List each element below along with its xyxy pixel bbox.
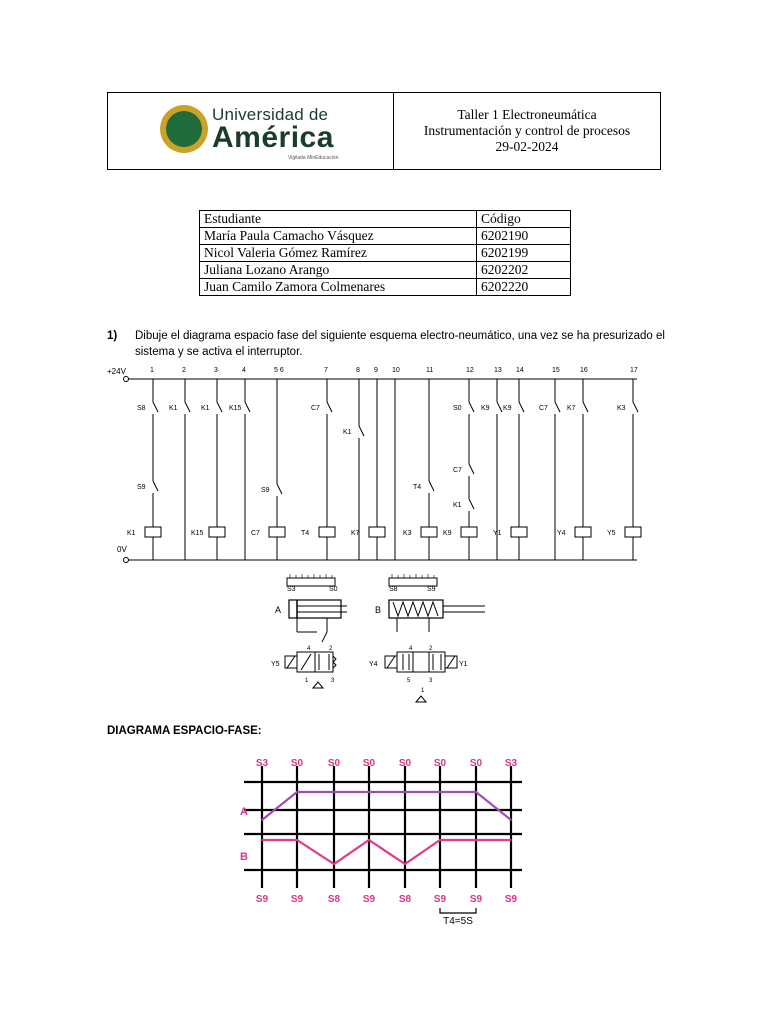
timer-bracket [440, 908, 476, 913]
header-title-line2: Instrumentación y control de procesos [423, 123, 631, 138]
contact-label: K7 [567, 405, 576, 412]
contact-label: K9 [481, 405, 490, 412]
coil-label: Y5 [607, 530, 616, 537]
series-point [404, 791, 406, 793]
series-point [296, 791, 298, 793]
rung-number: 3 [214, 367, 218, 374]
coil-label: K1 [127, 530, 136, 537]
rung-number: 13 [494, 367, 502, 374]
series-point [333, 863, 335, 865]
sensor-label-top: S0 [327, 758, 341, 769]
cylinder-b [375, 574, 485, 632]
contact-label: C7 [311, 405, 320, 412]
contact-label: K1 [343, 429, 352, 436]
solenoid-y4-label: Y4 [369, 661, 378, 668]
table-header-row [200, 211, 571, 228]
rung-number: 1 [150, 367, 154, 374]
series-point [439, 791, 441, 793]
sensor-label-bottom: S9 [469, 894, 483, 905]
sensor-label-bottom: S9 [290, 894, 304, 905]
series-point [296, 839, 298, 841]
contact-label: S9 [137, 484, 146, 491]
sensor-s8-label: S8 [389, 586, 398, 593]
question-text: Dibuje el diagrama espacio fase del siguiente esquema electro-neumático, una vez se ha presurizado el sistema y se activa el interruptor. [135, 330, 665, 358]
contact-label: S0 [453, 405, 462, 412]
series-point [439, 839, 441, 841]
timer-label: T4=5S [443, 916, 473, 927]
port-5-label: 5 [407, 678, 411, 684]
series-line-a [262, 792, 511, 820]
coil [319, 527, 335, 537]
rung-number: 14 [516, 367, 524, 374]
series-point [261, 839, 263, 841]
table-row [200, 245, 571, 262]
header-title [394, 93, 660, 169]
student-code: 6202220 [477, 279, 571, 296]
rung-number: 7 [324, 367, 328, 374]
student-code: 6202199 [477, 245, 571, 262]
table-row [200, 262, 571, 279]
coil-label: Y4 [557, 530, 566, 537]
student-name: María Paula Camacho Vásquez [200, 228, 477, 245]
rung-number: 2 [182, 367, 186, 374]
series-point [368, 791, 370, 793]
series-point [510, 839, 512, 841]
student-name: Juliana Lozano Arango [200, 262, 477, 279]
logo-text-line2: América [212, 121, 334, 154]
solenoid-y1-label: Y1 [459, 661, 468, 668]
sensor-label-top: S0 [398, 758, 412, 769]
sensor-label-bottom: S8 [327, 894, 341, 905]
port-2-label: 2 [329, 646, 333, 652]
sensor-label-top: S0 [433, 758, 447, 769]
coil [269, 527, 285, 537]
logo-cell [108, 93, 394, 169]
column-header-student: Estudiante [200, 211, 477, 228]
sensor-label-bottom: S9 [504, 894, 518, 905]
sensor-label-top: S3 [255, 758, 269, 769]
sensor-s9-label: S9 [427, 586, 436, 593]
rung-number: 15 [552, 367, 560, 374]
series-point [368, 839, 370, 841]
supply-ground-label: 0V [117, 545, 127, 554]
rung-number: 5 6 [274, 367, 284, 374]
coil [209, 527, 225, 537]
sensor-label-top: S0 [362, 758, 376, 769]
contact-label: S9 [261, 487, 270, 494]
cylinder-b-label: B [375, 605, 382, 615]
cylinder-a-label: A [275, 605, 282, 615]
student-code: 6202202 [477, 262, 571, 279]
sensor-s0-label: S0 [329, 586, 338, 593]
coil [145, 527, 161, 537]
logo-text-line1: Universidad de [212, 105, 329, 124]
rung-number: 12 [466, 367, 474, 374]
coil [575, 527, 591, 537]
space-phase-diagram [230, 752, 530, 928]
contact-label: K9 [503, 405, 512, 412]
contact-label: K15 [229, 405, 242, 412]
sensor-label-bottom: S9 [362, 894, 376, 905]
header-date: 29-02-2024 [495, 139, 559, 154]
series-line-b [262, 840, 511, 864]
coil-label: C7 [251, 530, 260, 537]
port-3-label: 3 [429, 678, 433, 684]
question-number: 1) [107, 330, 118, 342]
coil [421, 527, 437, 537]
series-point [261, 819, 263, 821]
coil [369, 527, 385, 537]
solenoid-y5-label: Y5 [271, 661, 280, 668]
sensor-label-bottom: S9 [433, 894, 447, 905]
students-table [199, 210, 571, 296]
contact-label: K1 [453, 502, 462, 509]
sensor-label-bottom: S9 [255, 894, 269, 905]
supply-positive-label: +24V [107, 367, 126, 376]
rung-number: 8 [356, 367, 360, 374]
university-logo-icon [160, 105, 208, 153]
row-label-b: B [240, 851, 248, 863]
question-1 [107, 328, 667, 358]
contact-label: K1 [169, 405, 178, 412]
contact-label: T4 [413, 484, 422, 491]
coil-label: K3 [403, 530, 412, 537]
coil-label: K9 [443, 530, 452, 537]
table-row [200, 279, 571, 296]
contact-label: S8 [137, 405, 146, 412]
table-row [200, 228, 571, 245]
coil-label: K15 [191, 530, 204, 537]
student-name: Nicol Valeria Gómez Ramírez [200, 245, 477, 262]
coil-label: T4 [301, 530, 310, 537]
series-point [475, 791, 477, 793]
electropneumatic-circuit [107, 362, 663, 710]
header-title-line1: Taller 1 Electroneumática [457, 107, 597, 122]
rung-number: 9 [374, 367, 378, 374]
series-point [475, 839, 477, 841]
coil [625, 527, 641, 537]
sensor-label-top: S0 [469, 758, 483, 769]
sensor-label-bottom: S8 [398, 894, 412, 905]
sensor-s3-label: S3 [287, 586, 296, 593]
series-point [404, 863, 406, 865]
rung-number: 11 [426, 367, 434, 374]
sensor-label-top: S0 [290, 758, 304, 769]
series-point [333, 791, 335, 793]
coil-label: Y1 [493, 530, 502, 537]
sensor-label-top: S3 [504, 758, 518, 769]
port-2-label: 2 [429, 646, 433, 652]
student-name: Juan Camilo Zamora Colmenares [200, 279, 477, 296]
coil-label: K7 [351, 530, 360, 537]
contact-label: C7 [453, 467, 462, 474]
port-4-label: 4 [409, 646, 413, 652]
rung-number: 16 [580, 367, 588, 374]
port-1-label: 1 [305, 678, 309, 684]
coil [461, 527, 477, 537]
rung-number: 17 [630, 367, 638, 374]
port-4-label: 4 [307, 646, 311, 652]
rung-number: 10 [392, 367, 400, 374]
student-code: 6202190 [477, 228, 571, 245]
coil [511, 527, 527, 537]
contact-label: K1 [201, 405, 210, 412]
document-header [107, 92, 661, 170]
port-1-label: 1 [421, 688, 425, 694]
circuit-rungs [127, 367, 641, 560]
rung-number: 4 [242, 367, 246, 374]
logo-text-line3: Vigilada MinEducación [288, 155, 339, 161]
series-point [510, 819, 512, 821]
contact-label: C7 [539, 405, 548, 412]
valve-b [369, 646, 468, 702]
diagram-title: DIAGRAMA ESPACIO-FASE: [107, 725, 262, 737]
row-label-a: A [240, 806, 248, 818]
port-3-label: 3 [331, 678, 335, 684]
contact-label: K3 [617, 405, 626, 412]
valve-a [271, 646, 336, 688]
cylinder-a [275, 574, 347, 642]
column-header-code: Código [477, 211, 571, 228]
